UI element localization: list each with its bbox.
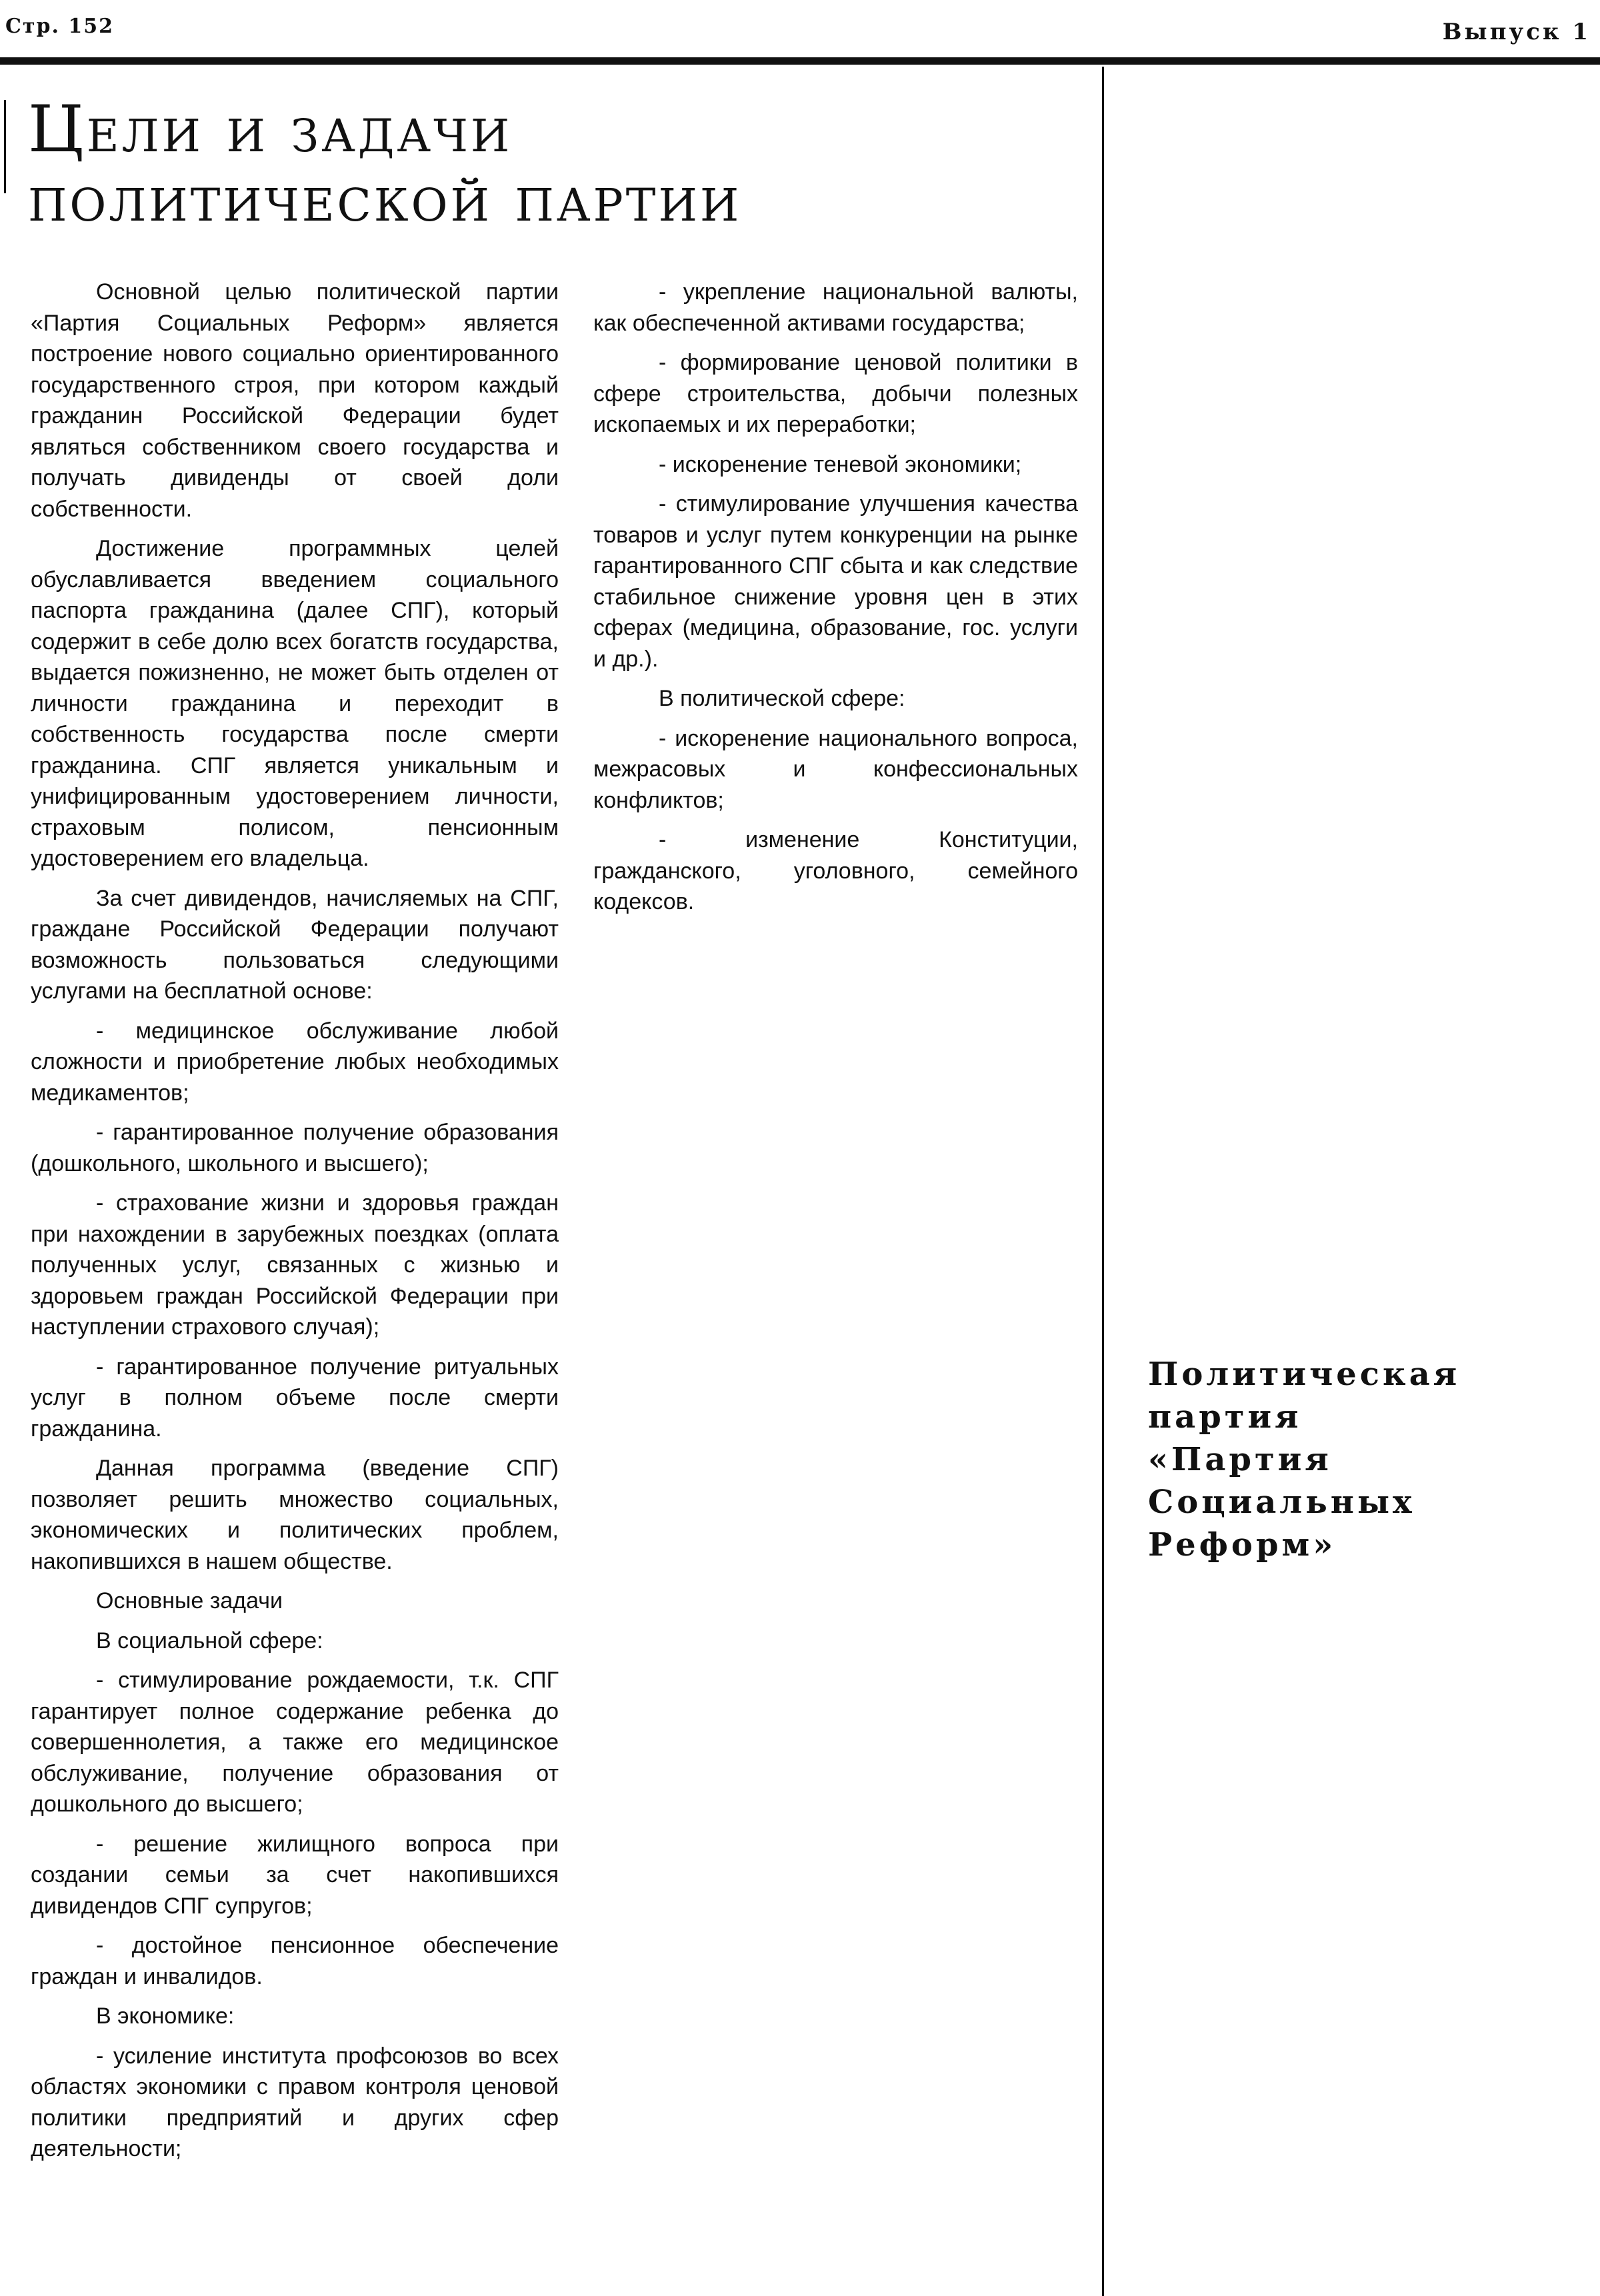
issue-number: Выпуск 1 [1442,19,1591,45]
article-title-line-1: Цели и задачи [28,92,513,167]
list-item: - усиление института профсоюзов во всех областях экономики с правом контроля ценовой политики предприятий и других сфер деятельности; [31,2043,559,2161]
list-item: - стимулирование рождаемости, т.к. СПГ гарантирует полное содержание ребенка до совершеннолетия, а также его медицинское обслуживание, получение образования от дошкольного до высшего; [31,1668,559,1817]
paragraph: Основной целью политической партии «Партия Социальных Реформ» является построение нового социально ориентированного государственного строя, при котором каждый гражданин Российской Федерации будет являться собственником своего государства и получать дивиденды от своей доли собственности. [31,279,559,522]
header-rule [0,57,1600,65]
list-item: - страхование жизни и здоровья граждан при нахождении в зарубежных поездках (оплата полученных услуг, связанных с жизнью и здоровьем граждан Российской Федерации при наступлении страхового случая); [31,1190,559,1340]
list-item: - искоренение национального вопроса, межрасовых и конфессиональных конфликтов; [593,725,1078,813]
list-item: - решение жилищного вопроса при создании семьи за счет накопившихся дивидендов СПГ супругов; [31,1831,559,1919]
list-item: - формирование ценовой политики в сфере строительства, добычи полезных ископаемых и их переработки; [593,350,1078,437]
paragraph: За счет дивидендов, начисляемых на СПГ, граждане Российской Федерации получают возможность пользоваться следующими услугами на бесплатной основе: [31,885,559,1004]
section-heading: В политической сфере: [659,686,905,711]
left-margin-rule [4,100,6,193]
article-title [28,92,1068,236]
list-item: - искоренение теневой экономики; [659,451,1022,477]
list-item: - гарантированное получение ритуальных услуг в полном объеме после смерти гражданина. [31,1354,559,1442]
sidebar-divider-rule [1102,67,1104,2296]
paragraph: Достижение программных целей обуславливается введением социального паспорта гражданина (далее СПГ), который содержит в себе долю всех богатств государства, выдается пожизненно, не может быть отделен от личности гражданина и переходит в собственность государства после смерти гражданина. СПГ является уникальным и унифицированным удостоверением личности, страховым полисом, пенсионным удостоверением его владельца. [31,536,559,871]
paragraph: Данная программа (введение СПГ) позволяет решить множество социальных, экономических и политических проблем, накопившихся в нашем обществе. [31,1456,559,1574]
page-number: Стр. 152 [5,15,114,38]
list-item: - изменение Конституции, гражданского, уголовного, семейного кодексов. [593,827,1078,914]
list-item: - гарантированное получение образования (дошкольного, школьного и высшего); [31,1120,559,1176]
sidebar-line: партия [1148,1398,1302,1436]
sidebar-line: Социальных [1148,1484,1415,1521]
article-column-2 [593,277,1078,926]
section-heading: Основные задачи [96,1588,283,1614]
sidebar-party-name [1148,1353,1575,1566]
article-column-1 [31,277,559,2173]
sidebar-line: Политическая [1148,1356,1461,1393]
list-item: - стимулирование улучшения качества товаров и услуг путем конкуренции на рынке гарантированного СПГ сбыта и как следствие стабильное снижение уровня цен в этих сферах (медицина, образование, гос. услуги и др.). [593,491,1078,672]
section-heading: В экономике: [96,2003,235,2029]
section-heading: В социальной сфере: [96,1628,323,1654]
article-title-line-2: политической партии [28,161,742,236]
sidebar-line: «Партия [1148,1441,1332,1478]
list-item: - медицинское обслуживание любой сложности и приобретение любых необходимых медикаментов; [31,1018,559,1106]
list-item: - достойное пенсионное обеспечение граждан и инвалидов. [31,1933,559,1989]
sidebar-line: Реформ» [1148,1526,1337,1564]
list-item: - укрепление национальной валюты, как обеспеченной активами государства; [593,279,1078,336]
